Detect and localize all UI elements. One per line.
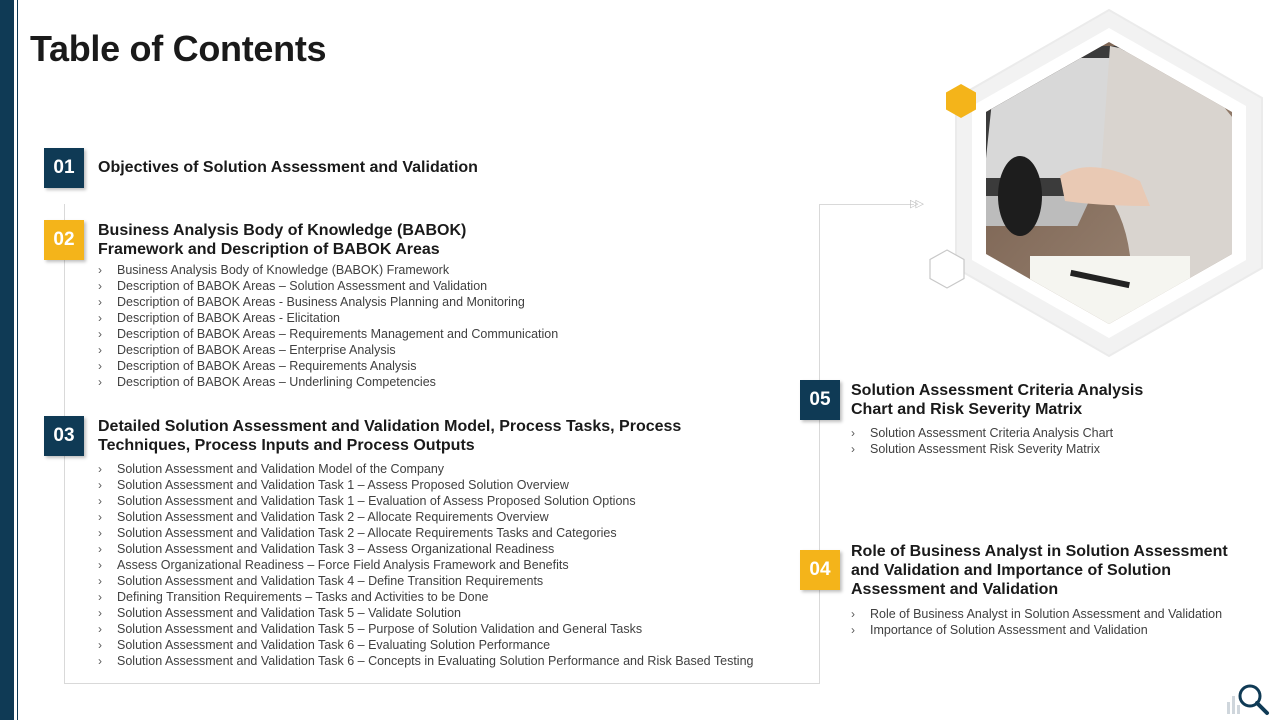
list-item[interactable]: › Solution Assessment and Validation Task 6 – Evaluating Solution Performance xyxy=(98,637,754,653)
list-item[interactable]: › Solution Assessment and Validation Task 3 – Assess Organizational Readiness xyxy=(98,541,754,557)
list-item[interactable]: › Role of Business Analyst in Solution Assessment and Validation xyxy=(851,606,1222,622)
section-number-04: 04 xyxy=(800,550,840,590)
section-number-01: 01 xyxy=(44,148,84,188)
list-item[interactable]: › Assess Organizational Readiness – Force Field Analysis Framework and Benefits xyxy=(98,557,754,573)
left-accent-stripe xyxy=(14,0,17,720)
section-title-04[interactable] xyxy=(851,542,1228,599)
section-title-line: Chart and Risk Severity Matrix xyxy=(851,401,1083,418)
section-05-items xyxy=(851,425,1113,457)
list-item[interactable]: › Solution Assessment and Validation Task 1 – Evaluation of Assess Proposed Solution Options xyxy=(98,493,754,509)
list-item[interactable]: › Solution Assessment and Validation Task 6 – Concepts in Evaluating Solution Performance and Risk Based Testing xyxy=(98,653,754,669)
list-item[interactable]: › Solution Assessment and Validation Task 1 – Assess Proposed Solution Overview xyxy=(98,477,754,493)
list-item[interactable]: › Defining Transition Requirements – Tasks and Activities to be Done xyxy=(98,589,754,605)
hexagon-outline-icon xyxy=(928,248,966,290)
section-number-02: 02 xyxy=(44,220,84,260)
search-chart-icon[interactable] xyxy=(1226,680,1270,716)
list-item[interactable]: › Solution Assessment and Validation Task 2 – Allocate Requirements Tasks and Categories xyxy=(98,525,754,541)
list-item[interactable]: › Solution Assessment and Validation Task 5 – Purpose of Solution Validation and General Tasks xyxy=(98,621,754,637)
list-item[interactable]: › Description of BABOK Areas - Elicitation xyxy=(98,310,558,326)
list-item[interactable]: › Importance of Solution Assessment and Validation xyxy=(851,622,1222,638)
section-title-line: Assessment and Validation xyxy=(851,581,1059,598)
section-title-line: Techniques, Process Inputs and Process Outputs xyxy=(98,437,475,454)
section-title-05[interactable] xyxy=(851,381,1143,419)
section-title-line: Framework and Description of BABOK Areas xyxy=(98,241,440,258)
section-title-line: Role of Business Analyst in Solution Assessment xyxy=(851,543,1228,560)
list-item[interactable]: › Description of BABOK Areas – Requirements Analysis xyxy=(98,358,558,374)
frame-connector-line xyxy=(819,204,914,205)
list-item[interactable]: › Description of BABOK Areas – Underlining Competencies xyxy=(98,374,558,390)
hexagon-yellow-icon xyxy=(944,82,978,120)
page-title: Table of Contents xyxy=(30,28,327,69)
list-item[interactable]: › Solution Assessment and Validation Model of the Company xyxy=(98,461,754,477)
section-title-01[interactable] xyxy=(98,158,478,177)
section-number-03: 03 xyxy=(44,416,84,456)
list-item[interactable]: › Solution Assessment Criteria Analysis Chart xyxy=(851,425,1113,441)
section-02-items xyxy=(98,262,558,390)
section-04-items xyxy=(851,606,1222,638)
section-title-03[interactable] xyxy=(98,417,681,455)
list-item[interactable]: › Solution Assessment Risk Severity Matrix xyxy=(851,441,1113,457)
list-item[interactable]: › Description of BABOK Areas – Solution Assessment and Validation xyxy=(98,278,558,294)
section-title-line: Solution Assessment Criteria Analysis xyxy=(851,382,1144,399)
list-item[interactable]: › Description of BABOK Areas – Enterprise Analysis xyxy=(98,342,558,358)
list-item[interactable]: › Solution Assessment and Validation Task 4 – Define Transition Requirements xyxy=(98,573,754,589)
section-title-line: Business Analysis Body of Knowledge (BABOK) xyxy=(98,222,467,239)
list-item[interactable]: › Business Analysis Body of Knowledge (BABOK) Framework xyxy=(98,262,558,278)
section-03-items xyxy=(98,461,754,669)
section-title-line: Objectives of Solution Assessment and Validation xyxy=(98,159,478,176)
list-item[interactable]: › Solution Assessment and Validation Task 2 – Allocate Requirements Overview xyxy=(98,509,754,525)
list-item[interactable]: › Description of BABOK Areas - Business Analysis Planning and Monitoring xyxy=(98,294,558,310)
list-item[interactable]: › Solution Assessment and Validation Task 5 – Validate Solution xyxy=(98,605,754,621)
hexagon-photo-frame xyxy=(950,6,1268,360)
section-title-line: and Validation and Importance of Solution xyxy=(851,562,1172,579)
section-title-line: Detailed Solution Assessment and Validation Model, Process Tasks, Process xyxy=(98,418,682,435)
list-item[interactable]: › Description of BABOK Areas – Requirements Management and Communication xyxy=(98,326,558,342)
connector-arrow-icon: ▷▷ xyxy=(910,198,921,210)
section-number-05: 05 xyxy=(800,380,840,420)
laptop-photo xyxy=(950,6,1268,360)
section-title-02[interactable] xyxy=(98,221,466,259)
